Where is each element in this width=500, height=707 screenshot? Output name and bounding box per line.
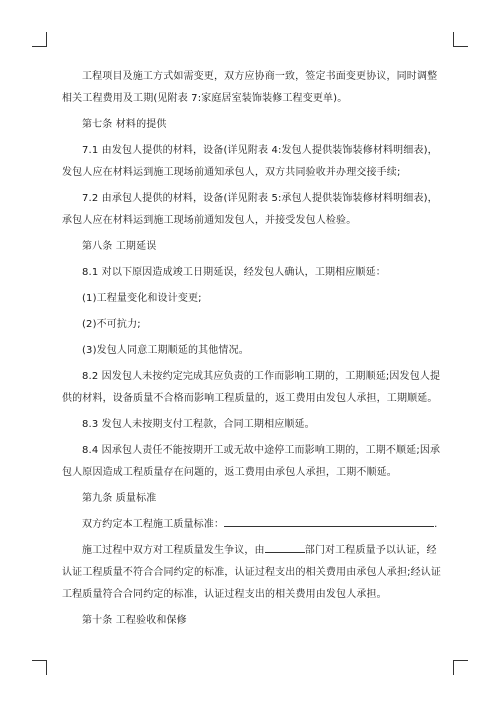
quality-standard-blank[interactable] <box>224 516 434 527</box>
section-heading-8: 第八条 工期延误 <box>82 241 157 252</box>
department-blank[interactable] <box>265 542 305 553</box>
paragraph-line: 承包人应在材料运到施工现场前通知发包人，并接受发包人检验。 <box>62 215 357 226</box>
section-heading-9: 第九条 质量标准 <box>82 493 157 504</box>
paragraph-line: 认证工程质量不符合合同约定的标准，认证过程支出的相关费用由承包人承担;经认证 <box>62 567 442 578</box>
paragraph-line: 包人原因造成工程质量存在问题的，返工费用由承包人承担，工期不顺延。 <box>62 467 397 478</box>
paragraph-line: 工程项目及施工方式如需变更，双方应协商一致，签定书面变更协议，同时调整 <box>82 71 438 82</box>
paragraph-line: 相关工程费用及工期(见附表 7:家庭居室装饰装修工程变更单)。 <box>62 93 348 104</box>
paragraph-line: 8.2 因发包人未按约定完成其应负责的工作而影响工期的，工期顺延;因发包人提 <box>82 371 441 382</box>
paragraph-line: 7.1 由发包人提供的材料，设备(详见附表 4:发包人提供装饰装修材料明细表)， <box>82 145 438 156</box>
corner-mark-top-right <box>453 32 468 47</box>
paragraph-line: 7.2 由承包人提供的材料，设备(详见附表 5:承包人提供装饰装修材料明细表)， <box>82 193 438 204</box>
corner-mark-bottom-right <box>453 660 468 675</box>
paragraph-line: 发包人应在材料运到施工现场前通知承包人，双方共同验收并办理交接手续; <box>62 167 401 178</box>
paragraph-line: 8.4 因承包人责任不能按期开工或无故中途停工而影响工期的，工期不顺延;因承 <box>82 445 441 456</box>
dispute-text-end: 部门对工程质量予以认证，经 <box>304 545 437 556</box>
section-heading-10: 第十条 工程验收和保修 <box>82 615 187 626</box>
list-item: (2)不可抗力; <box>82 319 141 330</box>
corner-mark-bottom-left <box>32 660 47 675</box>
list-item: (3)发包人同意工期顺延的其他情况。 <box>82 345 249 356</box>
quality-standard-line <box>62 514 458 536</box>
paragraph-line: 工程质量符合合同约定的标准，认证过程支出的相关费用由发包人承担。 <box>62 589 387 600</box>
list-item: (1)工程量变化和设计变更; <box>82 293 202 304</box>
document-body <box>62 66 458 632</box>
paragraph-line: 8.3 发包人未按期支付工程款，合同工期相应顺延。 <box>82 419 315 430</box>
section-heading-7: 第七条 材料的提供 <box>82 119 167 130</box>
paragraph-line: 8.1 对以下原因造成竣工日期延误，经发包人确认，工期相应顺延： <box>82 267 386 278</box>
quality-standard-end: . <box>434 519 438 530</box>
paragraph-line: 供的材料，设备质量不合格而影响工程质量的，返工费用由发包人承担，工期顺延。 <box>62 393 438 404</box>
dispute-text-start: 施工过程中双方对工程质量发生争议，由 <box>82 545 265 556</box>
corner-mark-top-left <box>32 32 47 47</box>
dispute-line <box>62 540 458 562</box>
quality-standard-label: 双方约定本工程施工质量标准： <box>82 519 225 530</box>
